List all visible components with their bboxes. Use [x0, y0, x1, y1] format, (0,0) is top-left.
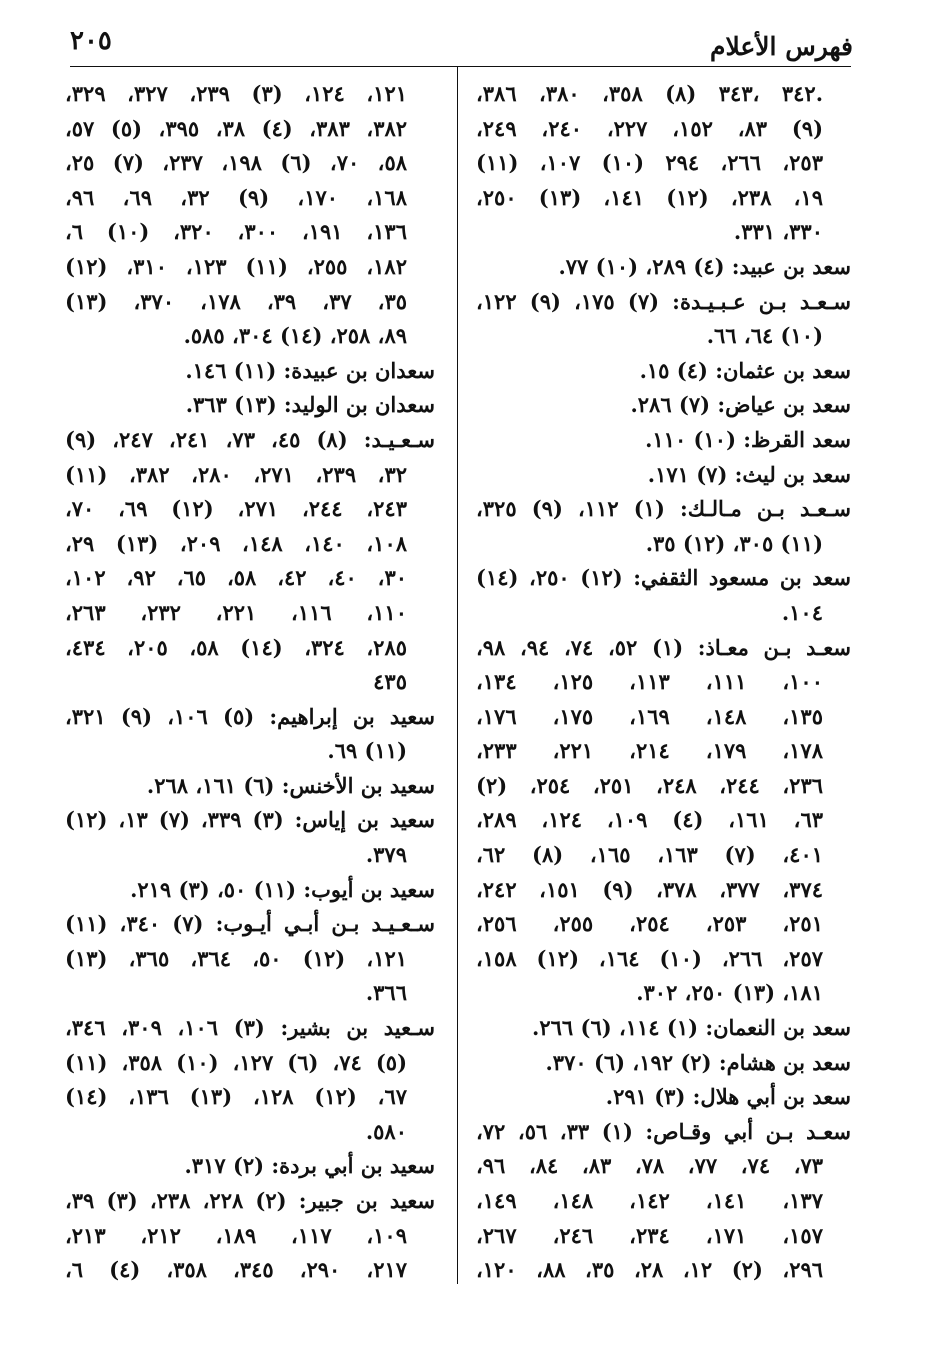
- index-entry-line: سـعـيـد: (٨) ٤٥، ٧٣، ٢٤١، ٢٤٧، (٩): [65, 426, 435, 452]
- index-entry-line: سعد بن عياض: (٧) ٢٨٦.: [630, 392, 851, 418]
- index-entry-line: سـعـيـد بـن أبـي أيـوب: (٧) ٣٤٠، (١١): [65, 911, 435, 937]
- running-title: فهرس الأعلام: [709, 32, 853, 61]
- index-continuation-line: ١٢١، (١٢) ٥٠، ٣٦٤، ٣٦٥، (١٣): [65, 945, 408, 971]
- index-entry-line: سعد بن أبي هلال: (٣) ٢٩١.: [605, 1084, 851, 1110]
- index-entry-line: سعيد بن إبراهيم: (٥) ١٠٦، (٩) ٣٢١،: [65, 703, 435, 729]
- index-continuation-line: ١٩، ٢٣٨، (١٢) ١٤١، (١٣) ٢٥٠،: [476, 184, 824, 210]
- index-column-left: [65, 77, 435, 1288]
- index-continuation-line: ٣٣٠، ٣٣١.: [733, 219, 823, 245]
- index-continuation-line: ٥٨، ٧٠، (٦) ١٩٨، ٢٣٧، (٧) ٢٥،: [65, 150, 408, 176]
- index-entry-line: سعد بن النعمان: (١) ١١٤، (٦) ٢٦٦.: [532, 1015, 851, 1041]
- index-continuation-line: .٣٤٢ ،٣٤٣ (٨) ٣٥٨، ٣٨٠، ٣٨٦،: [476, 81, 823, 106]
- index-continuation-line: ٢٥٧، ٢٦٦، (١٠) ١٦٤، (١٢) ١٥٨،: [476, 945, 824, 971]
- column-divider: [457, 66, 458, 1284]
- index-continuation-line: ١٥٧، ١٧١، ٢٣٤، ٢٤٦، ٢٦٧،: [476, 1222, 823, 1248]
- index-column-right: [476, 77, 851, 1288]
- page-header: [70, 22, 853, 62]
- index-continuation-line: ٢٨٥، ٣٢٤، (١٤) ٥٨، ٢٠٥، ٤٣٤،: [65, 634, 408, 660]
- index-continuation-line: ١٠٠، ١١١، ١١٣، ١٢٥، ١٣٤،: [476, 669, 823, 695]
- index-continuation-line: ١٠٨، ١٤٠، ١٤٨، ٢٠٩، (١٣) ٢٩،: [65, 530, 408, 556]
- index-entry-line: سـعـد بـن مـالـك: (١) ١١٢، (٩) ٣٢٥،: [476, 496, 851, 522]
- index-continuation-line: ٤٠١، (٧) ١٦٣، ١٦٥، (٨) ٦٢،: [476, 842, 824, 868]
- index-continuation-line: ٣٦٦.: [365, 980, 407, 1006]
- index-entry-line: سعد بن ليث: (٧) ١٧١.: [647, 461, 851, 487]
- index-continuation-line: ٥٨٠.: [365, 1118, 407, 1144]
- index-entry-line: سعد القرظ: (١٠) ١١٠.: [645, 426, 851, 452]
- index-continuation-line: ١٦٨، ١٧٠، (٩) ٣٢، ٦٩، ٩٦،: [65, 184, 407, 210]
- index-continuation-line: (٥) ٧٤، (٦) ١٢٧، (١٠) ٣٥٨، (١١): [65, 1049, 408, 1075]
- index-entry-line: سعد بن مسعود الثقفي: (١٢) ٢٥٠، (١٤): [476, 565, 851, 591]
- index-continuation-line: ٣٨٢، ٣٨٣، (٤) ٣٨، ٣٩٥، (٥) ٥٧،: [65, 115, 408, 141]
- index-entry-line: سـعيد بن بشير: (٣) ١٠٦، ٣٠٩، ٣٤٦،: [65, 1015, 435, 1041]
- index-continuation-line: ٣٢، ٢٣٩، ٢٧١، ٢٨٠، ٣٨٢، (١١): [65, 461, 408, 487]
- index-entry-line: سعد بن هشام: (٢) ١٩٢، (٦) ٣٧٠.: [545, 1049, 851, 1075]
- index-entry-line: سعـد بـن معـاذ: (١) ٥٢، ٧٤، ٩٤، ٩٨،: [476, 634, 851, 660]
- index-entry-line: سعيد بن إياس: (٣) ٣٣٩، (٧) ١٣، (١٢): [65, 807, 435, 833]
- page-number: ٢٠٥: [70, 26, 112, 56]
- index-continuation-line: ٣٧٩.: [365, 842, 407, 868]
- index-entry-line: سـعـد بـن عـبـيـدة: (٧) ١٧٥، (٩) ١٢٢،: [476, 288, 851, 314]
- index-continuation-line: ٣٧٤، ٣٧٧، ٣٧٨، (٩) ١٥١، ٢٤٢،: [476, 876, 824, 902]
- index-continuation-line: ٢٩٦، (٢) ١٢، ٢٨، ٣٥، ٨٨، ١٢٠،: [476, 1257, 824, 1283]
- index-continuation-line: ١٧٨، ١٧٩، ٢١٤، ٢٢١، ٢٣٣،: [476, 738, 823, 764]
- index-continuation-line: ٢٥١، ٢٥٣، ٢٥٤، ٢٥٥، ٢٥٦،: [476, 911, 823, 937]
- index-entry-line: سعد بن عبيد: (٤) ٢٨٩، (١٠) ٧٧.: [558, 253, 851, 279]
- index-entry-line: سعيد بن الأخنس: (٦) ١٦١، ٢٦٨.: [146, 772, 435, 798]
- index-continuation-line: ٣٥، ٣٧، ٣٩، ١٧٨، ٣٧٠، (١٣): [65, 288, 408, 314]
- header-rule: [70, 66, 851, 67]
- index-entry-line: سعدان بن عبيدة: (١١) ١٤٦.: [185, 357, 435, 383]
- index-continuation-line: (١١) ٦٩.: [327, 738, 407, 764]
- index-continuation-line: ١٢١، ١٢٤، (٣) ٢٣٩، ٣٢٧، ٣٢٩،: [65, 81, 408, 106]
- index-continuation-line: ١٠٤.: [781, 599, 823, 625]
- index-continuation-line: ٢٣٦، ٢٤٤، ٢٤٨، ٢٥١، ٢٥٤، (٢): [476, 772, 824, 798]
- index-continuation-line: (٩) ٨٣، ١٥٢، ٢٢٧، ٢٤٠، ٢٤٩،: [476, 115, 823, 141]
- index-continuation-line: ٦٧، (١٢) ١٢٨، (١٣) ١٣٦، (١٤): [65, 1084, 407, 1110]
- index-entry-line: سعيد بن أيوب: (١١) ٥٠، (٣) ٢١٩.: [130, 876, 435, 902]
- index-continuation-line: ١٨٢، ٢٥٥، (١١) ١٢٣، ٣١٠، (١٢): [65, 253, 407, 279]
- index-entry-line: سعيد بن أبي بردة: (٢) ٣١٧.: [184, 1153, 435, 1179]
- index-continuation-line: ١١٠، ١١٦، ٢٢١، ٢٣٢، ٢٦٣،: [65, 599, 407, 625]
- index-continuation-line: ٢٥٣، ٢٦٦، ٢٩٤ (١٠) ١٠٧، (١١): [476, 150, 823, 176]
- index-continuation-line: ١٣٧، ١٤١، ١٤٢، ١٤٨، ١٤٩،: [476, 1188, 823, 1213]
- index-continuation-line: ١٣٦، ١٩١، ٣٠٠، ٣٢٠، (١٠) ٦،: [65, 219, 407, 245]
- index-entry-line: سعد بن عثمان: (٤) ١٥.: [639, 357, 851, 383]
- index-continuation-line: ٨٩، ٢٥٨، (١٤) ٣٠٤، ٥٨٥.: [183, 323, 407, 349]
- index-continuation-line: ٢٤٣، ٢٤٤، ٢٧١، (١٢) ٦٩، ٧٠،: [65, 496, 407, 522]
- index-continuation-line: ١٣٥، ١٤٨، ١٦٩، ١٧٥، ١٧٦،: [476, 703, 823, 729]
- index-continuation-line: ٦٣، ١٦١، (٤) ١٠٩، ١٢٤، ٢٨٩،: [476, 807, 823, 833]
- index-continuation-line: ٢١٧، ٢٩٠، ٣٤٥، ٣٥٨، (٤) ٦،: [65, 1257, 408, 1283]
- index-continuation-line: (١٠) ٦٤، ٦٦.: [706, 323, 823, 349]
- index-continuation-line: ١٨١، (١٣) ٢٥٠، ٣٠٢.: [636, 980, 823, 1006]
- index-continuation-line: (١١) ٣٠٥، (١٢) ٣٥.: [645, 530, 823, 556]
- index-continuation-line: ١٠٩، ١١٧، ١٨٩، ٢١٢، ٢١٣،: [65, 1222, 407, 1248]
- index-entry-line: سعيد بن جبير: (٢) ٢٢٨، ٢٣٨، (٣) ٣٩،: [65, 1188, 435, 1213]
- index-entry-line: سعدان بن الوليد: (١٣) ٣٦٣.: [185, 392, 435, 418]
- index-continuation-line: ٣٠، ٤٠، ٤٢، ٥٨، ٦٥، ٩٢، ١٠٢،: [65, 565, 408, 591]
- index-continuation-line: ٧٣، ٧٤، ٧٧، ٧٨، ٨٣، ٨٤، ٩٦،: [476, 1153, 824, 1179]
- index-continuation-line: ٤٣٥: [373, 669, 407, 695]
- index-entry-line: سعـد بـن أبي وقـاص: (١) ٣٣، ٥٦، ٧٢،: [476, 1118, 851, 1144]
